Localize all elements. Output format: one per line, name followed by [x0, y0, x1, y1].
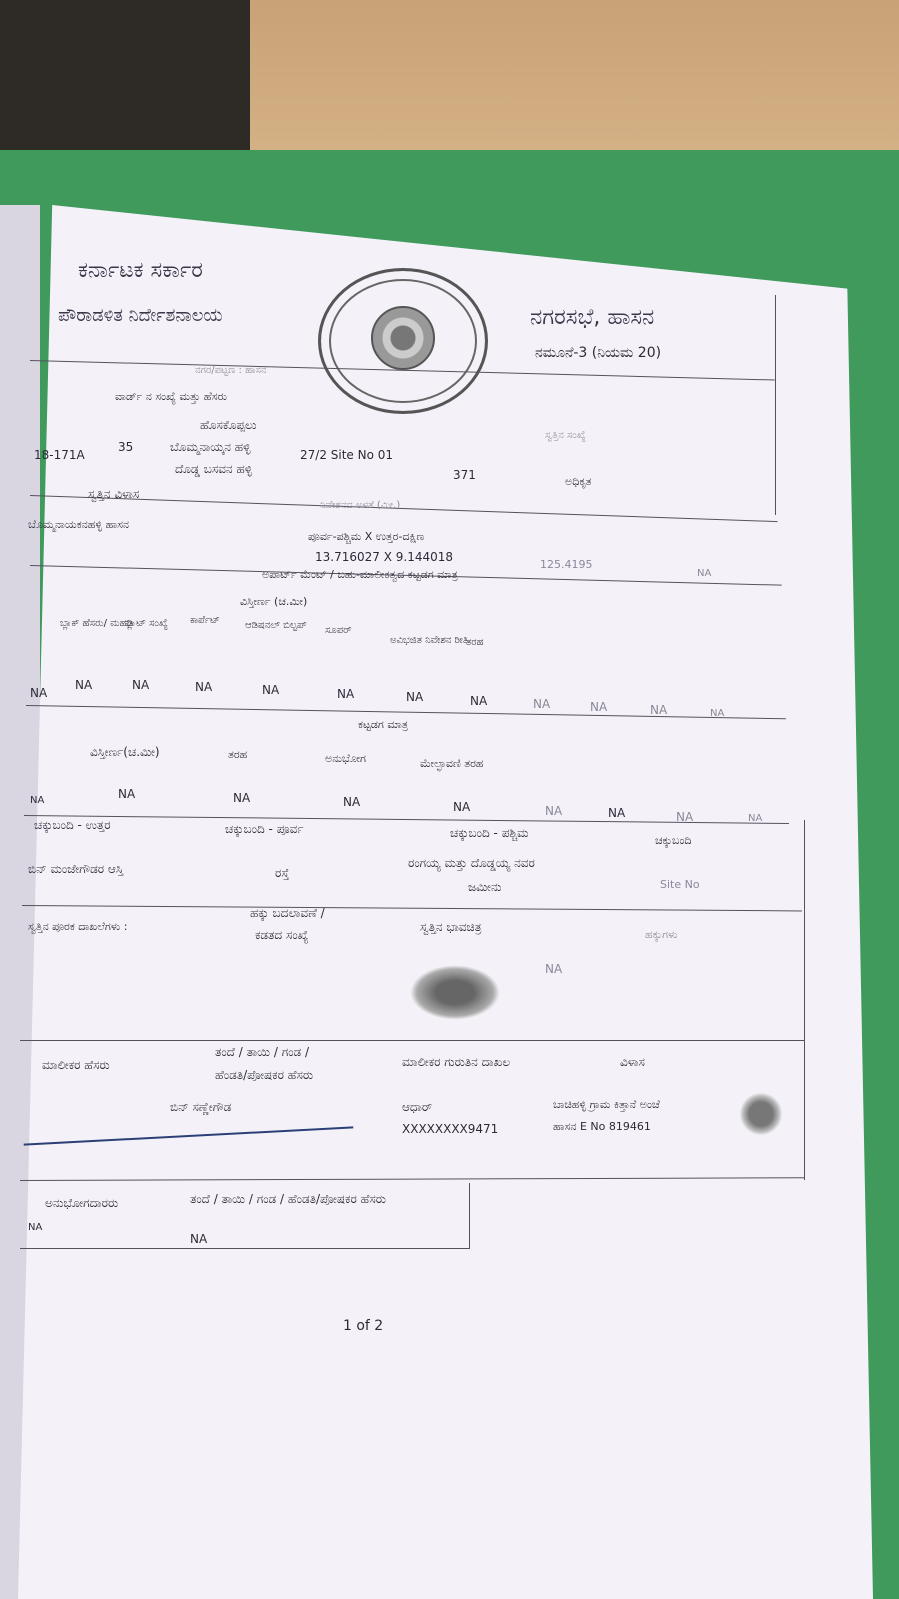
- ward-label: ವಾರ್ಡ್ ನ ಸಂಖ್ಯೆ ಮತ್ತು ಹೆಸರು: [115, 390, 227, 403]
- holders-label: ಹಕ್ಕುಗಳು: [645, 928, 678, 941]
- owner-address-line2: ಹಾಸನ E No 819461: [553, 1120, 651, 1133]
- na-cell: NA: [470, 694, 488, 708]
- na-cell: NA: [75, 678, 93, 692]
- id-type-value: ಆಧಾರ್: [402, 1100, 433, 1114]
- na-cell: NA: [406, 690, 424, 704]
- north-label: ಚಕ್ಕುಬಂದಿ - ಉತ್ತರ: [34, 818, 111, 832]
- rights-label-line1: ಹಕ್ಕು ಬದಲಾವಣೆ /: [250, 906, 325, 920]
- property-photo: [410, 965, 500, 1020]
- na-cell: NA: [195, 680, 213, 694]
- photo-na: NA: [545, 962, 563, 976]
- dept-title: ಪೌರಾಡಳಿತ ನಿರ್ದೇಶನಾಲಯ: [58, 305, 223, 326]
- address-label: ಸ್ವತ್ತಿನ ವಿಳಾಸ: [88, 487, 140, 501]
- kind-value: ಅಧಿಕೃತ: [565, 475, 592, 488]
- north-value: ಬಿನ್ ಮಂಜೇಗೌಡರ ಆಸ್ತಿ: [28, 862, 124, 876]
- occupant-value: NA: [190, 1232, 208, 1246]
- page-number: 1 of 2: [343, 1318, 384, 1334]
- occupant-label: ಅನುಭೋಗದಾರರು: [45, 1196, 119, 1210]
- na-cell: NA: [30, 686, 48, 700]
- na-cell: NA: [748, 813, 763, 824]
- owner-id-label: ಮಾಲೀಕರ ಗುರುತಿನ ದಾಖಲ: [402, 1055, 511, 1069]
- docs-label: ಸ್ವತ್ತಿನ ಪೂರಕ ದಾಖಲೆಗಳು :: [28, 920, 128, 933]
- col-additional: ಆಡಿಷನಲ್ ಬಿಲ್ಟಪ್: [245, 620, 307, 631]
- form-title: ನಮೂನೆ-3 (ನಿಯಮ 20): [535, 345, 662, 361]
- west-label: ಚಕ್ಕುಬಂದಿ - ಪಶ್ಚಿಮ: [450, 826, 529, 840]
- ward-name-line1: ಹೊಸಕೊಪ್ಪಲು: [200, 418, 257, 432]
- relation-label-line1: ತಂದೆ / ತಾಯಿ / ಗಂಡ /: [215, 1045, 310, 1059]
- rule: [20, 1248, 470, 1249]
- document-page: [18, 205, 873, 1599]
- col-block: ಬ್ಲಾಕ್ ಹೆಸರು/ ಮಹಡಿ: [60, 618, 133, 629]
- site-value: 27/2 Site No 01: [300, 448, 394, 462]
- owner-address-label: ವಿಳಾಸ: [620, 1055, 645, 1069]
- area-value: 125.4195: [540, 558, 593, 571]
- na-cell: NA: [337, 687, 355, 701]
- na-cell: NA: [453, 800, 471, 814]
- address-value: ಬೊಮ್ಮನಾಯಕನಹಳ್ಳಿ ಹಾಸನ: [28, 518, 130, 531]
- south-label: ಚಕ್ಕುಬಂದಿ: [655, 834, 692, 847]
- owner-photo: [740, 1093, 782, 1135]
- gov-title: ಕರ್ನಾಟಕ ಸರ್ಕಾರ: [78, 258, 203, 283]
- na-cell: NA: [132, 678, 150, 692]
- building-only-title: ಕಟ್ಟಡಗ ಮಾತ್ರ: [358, 718, 409, 731]
- na-cell: NA: [118, 787, 136, 801]
- floor-value: NA: [697, 568, 712, 579]
- rule: [469, 1183, 470, 1249]
- na-cell: NA: [650, 703, 668, 717]
- na-cell: NA: [608, 806, 626, 820]
- council-title: ನಗರಸಭೆ, ಹಾಸನ: [530, 305, 655, 330]
- rule: [804, 820, 805, 1180]
- owner-address-line1: ಬಾಚಿಹಳ್ಳಿ ಗ್ರಾಮ ಕಿತ್ತಾನೆ ಅಂಚೆ: [553, 1098, 660, 1111]
- building-section-title: ಅಪಾರ್ಟ್ ಮೆಂಟ್ / ಬಹು-ಮಾಲೀಕತ್ವದ ಕಟ್ಟಡಗ ಮಾತ್ರ: [262, 568, 458, 581]
- col-roof: ಮೇಲ್ಛಾವಣಿ ತರಹ: [420, 757, 484, 770]
- owner-name-label: ಮಾಲೀಕರ ಹೆಸರು: [42, 1058, 110, 1072]
- occupant-relation-label: ತಂದೆ / ತಾಯಿ / ಗಂಡ / ಹೆಂಡತಿ/ಪೋಷಕರ ಹೆಸರು: [190, 1192, 386, 1206]
- building-area-label: ವಿಸ್ತೀರ್ಣ (ಚ.ಮೀ): [240, 595, 308, 608]
- col-type2: ತರಹ: [228, 748, 248, 761]
- occupant-left-value: NA: [28, 1222, 43, 1233]
- na-cell: NA: [30, 795, 45, 806]
- ward-name-line3: ದೊಡ್ಡ ಬಸವನ ಹಳ್ಳಿ: [175, 462, 253, 476]
- ward-no-value: 35: [118, 440, 134, 454]
- dark-object: [0, 0, 250, 170]
- col-area: ವಿಸ್ತೀರ್ಣ(ಚ.ಮೀ): [90, 745, 160, 759]
- east-label: ಚಕ್ಕುಬಂದಿ - ಪೂರ್ವ: [225, 822, 304, 836]
- prop-no-label: ಸ್ವತ್ತಿನ ಸಂಖ್ಯೆ: [545, 430, 586, 441]
- west-value-line1: ರಂಗಯ್ಯ ಮತ್ತು ದೊಡ್ಡಯ್ಯ ನವರ: [408, 856, 535, 870]
- col-undivided: ಅವಿಭಜಿತ ನಿವೇಶನ ರೀತಿ: [390, 635, 469, 646]
- na-cell: NA: [676, 810, 694, 824]
- col-carpet: ಕಾರ್ಪೆಟ್: [190, 615, 220, 626]
- relation-name-value: ಬಿನ್ ಸಣ್ಣೇಗೌಡ: [170, 1100, 232, 1114]
- ward-name-line2: ಬೊಮ್ಮನಾಯ್ಕನ ಹಳ್ಳಿ: [170, 440, 251, 454]
- na-cell: NA: [262, 683, 280, 697]
- na-cell: NA: [590, 700, 608, 714]
- na-cell: NA: [710, 708, 725, 719]
- na-cell: NA: [533, 697, 551, 711]
- na-cell: NA: [545, 804, 563, 818]
- id-number-value: XXXXXXXX9471: [402, 1122, 499, 1136]
- relation-label-line2: ಹೆಂಡತಿ/ಪೋಷಕರ ಹೆಸರು: [215, 1068, 314, 1082]
- col-type: ತರಹ: [466, 637, 484, 648]
- pid-value: 18-171A: [34, 448, 85, 462]
- rule: [775, 295, 776, 515]
- dims-value: 13.716027 X 9.144018: [315, 550, 453, 564]
- photo-label: ಸ್ವತ್ತಿನ ಭಾವಚಿತ್ರ: [420, 920, 482, 934]
- seal-emblem-icon: [371, 306, 435, 370]
- dims-label: ಪೂರ್ವ-ಪಶ್ಚಿಮ X ಉತ್ತರ-ದಕ್ಷಿಣ: [308, 530, 425, 543]
- col-usage: ಅನುಭೋಗ: [325, 752, 366, 765]
- col-super: ಸೂಪರ್: [325, 625, 352, 636]
- col-flat: ಫ್ಲಾಟ್ ಸಂಖ್ಯೆ: [125, 618, 168, 629]
- east-value: ರಸ್ತೆ: [275, 866, 290, 880]
- south-value: Site No: [660, 878, 700, 891]
- rule: [20, 1040, 805, 1041]
- west-value-line2: ಜಮೀನು: [468, 880, 502, 894]
- number-value: 371: [453, 468, 476, 482]
- rights-label-line2: ಕಡತದ ಸಂಖ್ಯೆ: [255, 928, 309, 942]
- na-cell: NA: [233, 791, 251, 805]
- na-cell: NA: [343, 795, 361, 809]
- area-label: ನಿವೇಶನದ ಅಳತೆ (ಮೀ.): [320, 500, 401, 511]
- official-seal-icon: [318, 268, 488, 414]
- town-label: ನಗರ/ಪಟ್ಟಣ : ಹಾಸನ: [195, 365, 267, 376]
